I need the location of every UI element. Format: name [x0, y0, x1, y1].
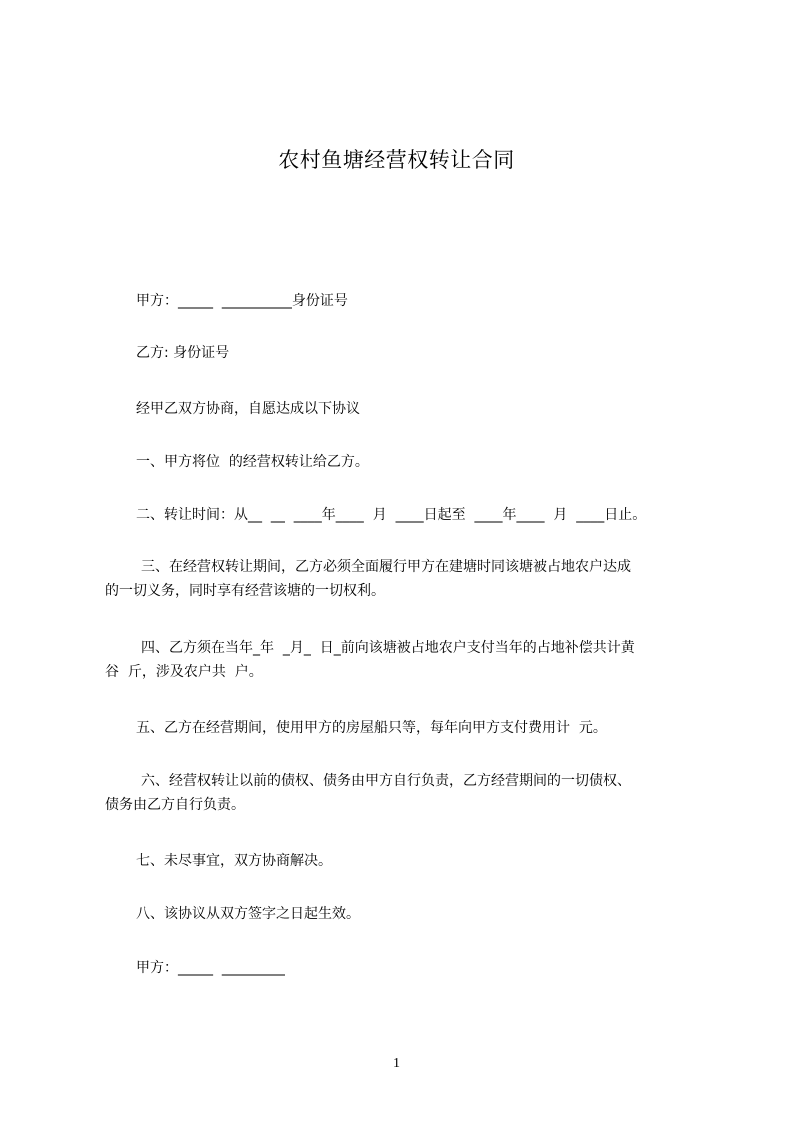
document-title: 农村鱼塘经营权转让合同 — [278, 148, 515, 172]
clause-4 — [105, 638, 635, 682]
clause-6-line-1: 六、经营权转让以前的债权、债务由甲方自行负责，乙方经营期间的一切债权、 — [141, 773, 631, 789]
clause-2: 二、转让时间：从__ __ ____年____ 月 ____日起至 ____年____ 月 ____日止。 — [136, 507, 647, 523]
clause-3-line-2: 的一切义务，同时享有经营该塘的一切权利。 — [105, 583, 385, 599]
page-number: 1 — [393, 1056, 400, 1071]
intro-text: 经甲乙双方协商，自愿达成以下协议 — [136, 401, 360, 417]
party-b-line: 乙方: 身份证号 — [136, 345, 230, 361]
clause-6-line-2: 债务由乙方自行负责。 — [105, 797, 245, 813]
clause-4-line-2: 谷 斤，涉及农户共 户。 — [105, 664, 263, 680]
clause-1: 一、甲方将位 的经营权转让给乙方。 — [136, 454, 369, 470]
signature-party-a: 甲方：_____ _________ — [136, 960, 285, 976]
clause-7: 七、未尽事宜，双方协商解决。 — [136, 853, 332, 869]
clause-6 — [105, 771, 631, 815]
clause-5: 五、乙方在经营期间，使用甲方的房屋船只等，每年向甲方支付费用计 元。 — [136, 720, 607, 736]
clause-4-line-1: 四、乙方须在当年_年 _月_ 日_前向该塘被占地农户支付当年的占地补偿共计黄 — [141, 640, 635, 656]
party-a-line: 甲方：_____ __________身份证号 — [136, 293, 348, 309]
clause-3 — [105, 557, 631, 601]
clause-3-line-1: 三、在经营权转让期间，乙方必须全面履行甲方在建塘时同该塘被占地农户达成 — [141, 559, 631, 575]
clause-8: 八、该协议从双方签字之日起生效。 — [136, 906, 360, 922]
